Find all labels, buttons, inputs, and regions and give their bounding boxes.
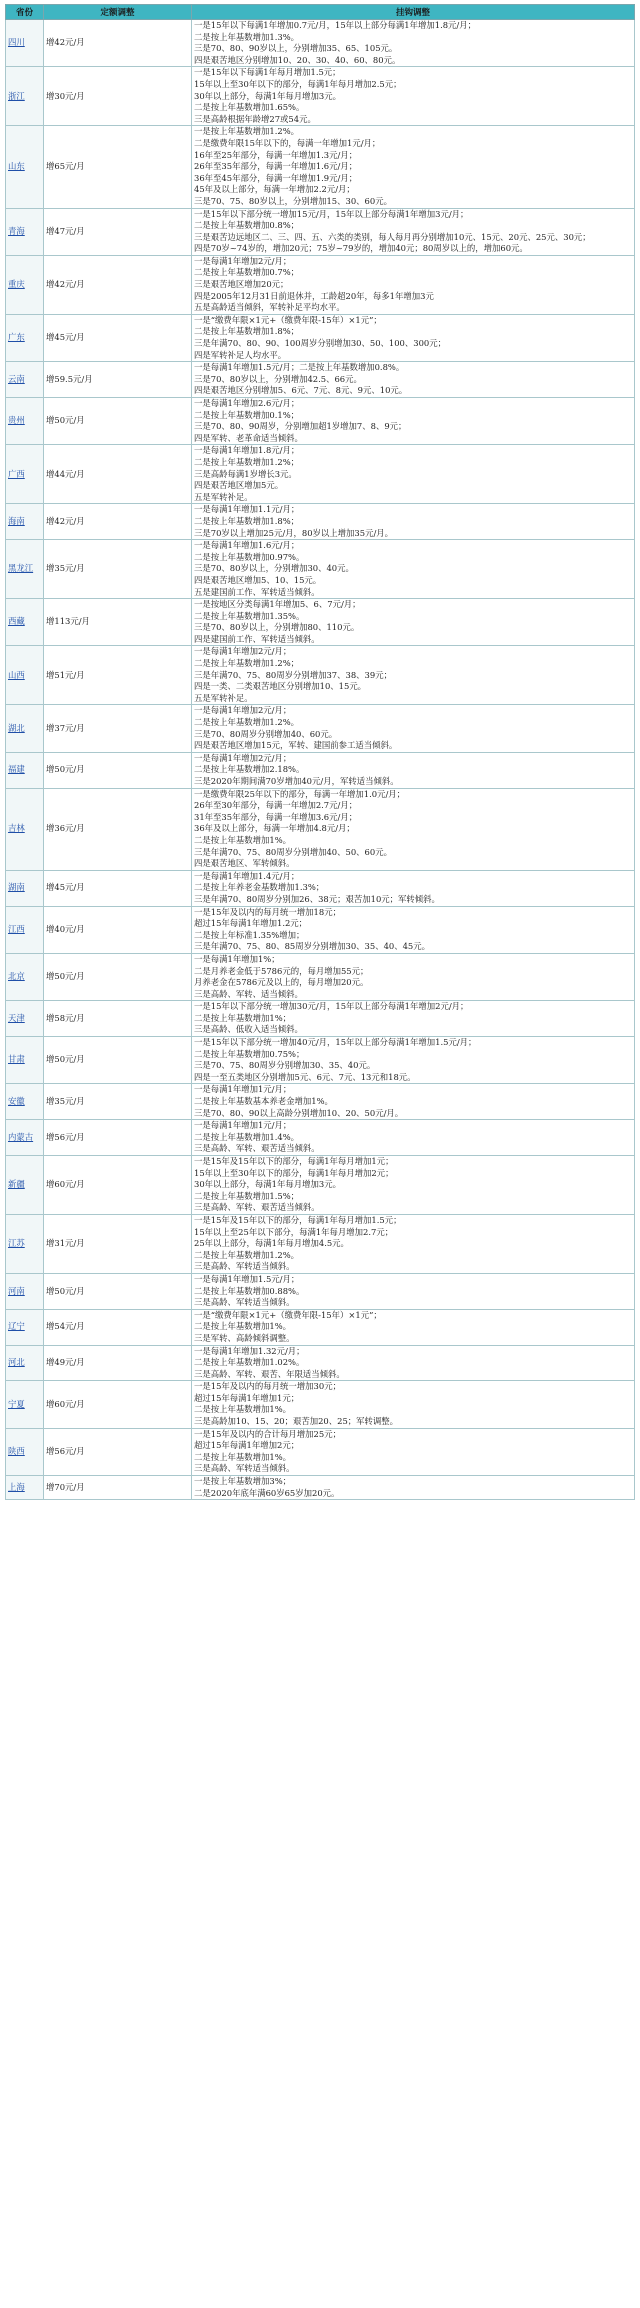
linked-adjustment-cell	[192, 1214, 635, 1273]
adjustment-line: 二是按上年基数增加1.2%；	[194, 456, 300, 467]
quota-adjustment-cell: 增30元/月	[44, 67, 192, 126]
table-row	[6, 1476, 635, 1500]
adjustment-line: 二是按上年基数增加1%。	[194, 1404, 292, 1415]
province-cell	[6, 1381, 44, 1428]
adjustment-line: 二是按上年基数增加0.97%。	[194, 551, 305, 562]
adjustment-line: 一是每满1年增加2元/月；	[194, 646, 292, 657]
adjustment-line: 一是15年及15年以下的部分，每满1年每月增加1元；	[194, 1156, 394, 1166]
adjustment-line: 三是70、80、90岁以上，分别增加35、65、105元。	[194, 43, 398, 54]
province-link[interactable]: 天津	[8, 1012, 25, 1023]
adjustment-line: 三是年满70、75、80、85周岁分别增加30、35、40、45元。	[194, 941, 431, 952]
province-link[interactable]: 江西	[8, 923, 25, 934]
linked-adjustment-cell	[192, 788, 635, 870]
province-cell	[6, 1001, 44, 1037]
adjustment-line: 四是一至五类地区分别增加5元、6元、7元、13元和18元。	[194, 1071, 416, 1082]
province-cell	[6, 255, 44, 314]
adjustment-line: 三是高龄、军转适当倾斜。	[194, 1297, 295, 1308]
adjustment-line: 三是高龄每满1岁增长3元。	[194, 468, 297, 479]
adjustment-line: 三是70岁以上增加25元/月，80岁以上增加35元/月。	[194, 527, 394, 538]
province-link[interactable]: 黑龙江	[8, 563, 34, 574]
quota-adjustment-cell: 增56元/月	[44, 1428, 192, 1475]
adjustment-line: 三是高龄、军转、艰苦适当倾斜。	[194, 1143, 320, 1154]
adjustment-line: 三是70、75、80岁以上，分别增加15、30、60元。	[194, 195, 392, 206]
table-row	[6, 1156, 635, 1215]
adjustment-line: 二是按上年标准1.35%增加；	[194, 929, 305, 940]
adjustment-line: 45年及以上部分，每满一年增加2.2元/月；	[194, 184, 355, 195]
adjustment-line: 三是高龄、军转适当倾斜。	[194, 1463, 295, 1474]
province-link[interactable]: 内蒙古	[8, 1131, 34, 1142]
table-row	[6, 362, 635, 398]
province-link[interactable]: 湖南	[8, 882, 25, 893]
linked-adjustment-cell	[192, 646, 635, 705]
province-link[interactable]: 西藏	[8, 616, 25, 627]
adjustment-line: 二是按上年基数增加2.18%。	[194, 764, 305, 775]
adjustment-line: 四是70岁~74岁的，增加20元；75岁~79岁的，增加40元；80周岁以上的，增加60元。	[194, 243, 528, 254]
province-cell	[6, 1309, 44, 1345]
quota-adjustment-cell: 增113元/月	[44, 599, 192, 646]
linked-adjustment-cell	[192, 953, 635, 1000]
quota-adjustment-cell: 增51元/月	[44, 646, 192, 705]
quota-adjustment-cell: 增47元/月	[44, 208, 192, 255]
province-cell	[6, 1214, 44, 1273]
province-cell	[6, 1345, 44, 1381]
adjustment-line: 三是高龄、军转、艰苦适当倾斜。	[194, 1202, 320, 1213]
adjustment-line: 二是按上年基数增加1.02%。	[194, 1357, 305, 1368]
adjustment-line: 二是按上年基数增加1.8%；	[194, 515, 300, 526]
adjustment-line: 二是按上年基数基本养老金增加1%。	[194, 1096, 333, 1107]
linked-adjustment-cell	[192, 398, 635, 445]
adjustment-line: 二是按上年基数增加0.75%；	[194, 1048, 305, 1059]
adjustment-line: 三是年满70、80、90、100周岁分别增加30、50、100、300元；	[194, 338, 446, 349]
province-cell	[6, 20, 44, 67]
province-link[interactable]: 四川	[8, 37, 25, 48]
adjustment-line: 二是按上年基数增加1.5%；	[194, 1190, 300, 1201]
adjustment-line: 二是2020年底年满60岁65岁加20元。	[194, 1487, 340, 1498]
table-header-row	[6, 5, 635, 20]
province-link[interactable]: 福建	[8, 764, 25, 775]
linked-adjustment-cell	[192, 362, 635, 398]
province-cell	[6, 646, 44, 705]
adjustment-line: 26年至30年部分，每满一年增加2.7元/月；	[194, 800, 358, 811]
adjustment-line: 15年以上至30年以下的部分，每满1年每月增加2.5元；	[194, 78, 402, 89]
adjustment-line: 二是按上年基数增加1%；	[194, 1012, 292, 1023]
adjustment-line: 三是70、80岁以上，分别增加30、40元。	[194, 563, 354, 574]
adjustment-line: 一是每满1年增加1.4元/月；	[194, 870, 300, 881]
adjustment-line: 五是军转补足。	[194, 491, 253, 502]
adjustment-line: 一是15年及以内的合计每月增加25元；	[194, 1428, 341, 1439]
table-row	[6, 67, 635, 126]
table-row	[6, 20, 635, 67]
header-province: 省份	[6, 5, 44, 20]
header-quota-adjustment: 定额调整	[44, 5, 192, 20]
adjustment-line: 三是年满70、75、80周岁分别增加40、50、60元。	[194, 846, 392, 857]
province-link[interactable]: 重庆	[8, 279, 25, 290]
adjustment-line: 一是每满1年增加1.5元/月；	[194, 1273, 300, 1284]
province-link[interactable]: 江苏	[8, 1238, 25, 1249]
adjustment-line: 一是15年及以内的每月统一增加18元；	[194, 906, 341, 917]
header-linked-adjustment: 挂钩调整	[192, 5, 635, 20]
adjustment-line: 一是每满1年增加1.32元/月；	[194, 1345, 305, 1356]
linked-adjustment-cell	[192, 906, 635, 953]
pension-adjustment-table-wrapper	[5, 4, 635, 1500]
province-cell	[6, 1273, 44, 1309]
adjustment-line: 二是按上年基数增加1.3%。	[194, 31, 300, 42]
adjustment-line: 一是每满1年增加1.1元/月；	[194, 504, 300, 515]
adjustment-line: 二是按上年基数增加0.8%；	[194, 220, 300, 231]
province-cell	[6, 67, 44, 126]
adjustment-line: 二是按上年基数增加1.8%；	[194, 326, 300, 337]
table-row	[6, 870, 635, 906]
adjustment-line: 月养老金在5786元及以上的，每月增加20元。	[194, 977, 369, 988]
linked-adjustment-cell	[192, 540, 635, 599]
adjustment-line: 一是每满1年增加1元/月；	[194, 1084, 292, 1095]
table-row	[6, 126, 635, 208]
province-link[interactable]: 湖北	[8, 722, 25, 733]
adjustment-line: 三是高龄、军转适当倾斜。	[194, 1261, 295, 1272]
adjustment-line: 二是按上年基数增加0.7%；	[194, 267, 300, 278]
table-row	[6, 540, 635, 599]
adjustment-line: 一是每满1年增加2.6元/月；	[194, 398, 300, 408]
quota-adjustment-cell: 增37元/月	[44, 705, 192, 752]
province-cell	[6, 1120, 44, 1156]
quota-adjustment-cell: 增60元/月	[44, 1156, 192, 1215]
adjustment-line: 一是15年及15年以下的部分，每满1年每月增加1.5元；	[194, 1214, 402, 1225]
province-link[interactable]: 河北	[8, 1357, 25, 1368]
adjustment-line: 三是高龄加10、15、20；艰苦加20、25；军转调整。	[194, 1416, 399, 1427]
province-cell	[6, 362, 44, 398]
linked-adjustment-cell	[192, 67, 635, 126]
quota-adjustment-cell: 增50元/月	[44, 1037, 192, 1084]
province-cell	[6, 906, 44, 953]
table-row	[6, 788, 635, 870]
adjustment-line: 一是按上年基数增加1.2%。	[194, 126, 300, 137]
adjustment-line: 四是艰苦地区增加15元，军转、建国前参工适当倾斜。	[194, 740, 398, 751]
quota-adjustment-cell: 增45元/月	[44, 870, 192, 906]
adjustment-line: 31年至35年部分，每满一年增加3.6元/月；	[194, 811, 358, 822]
province-cell	[6, 540, 44, 599]
adjustment-line: 一是每满1年增加2元/月；	[194, 705, 292, 716]
adjustment-line: 一是每满1年增加1元/月；	[194, 1120, 292, 1131]
adjustment-line: 三是2020年期间满70岁增加40元/月，军转适当倾斜。	[194, 776, 399, 786]
table-row	[6, 504, 635, 540]
table-row	[6, 1001, 635, 1037]
adjustment-line: 一是15年以下部分统一增加30元/月，15年以上部分每满1年增加2元/月；	[194, 1001, 469, 1012]
adjustment-line: 15年以上至25年以下部分，每满1年每月增加2.7元；	[194, 1226, 394, 1237]
quota-adjustment-cell: 增50元/月	[44, 953, 192, 1000]
adjustment-line: 一是“缴费年限×1元+（缴费年限-15年）×1元”；	[194, 314, 382, 325]
adjustment-line: 36年及以上部分，每满一年增加4.8元/月；	[194, 823, 355, 834]
province-link[interactable]: 宁夏	[8, 1398, 25, 1409]
adjustment-line: 三是高龄、低收入适当倾斜。	[194, 1024, 303, 1035]
adjustment-line: 二是按上年养老金基数增加1.3%；	[194, 882, 325, 893]
linked-adjustment-cell	[192, 1037, 635, 1084]
province-link[interactable]: 青海	[8, 225, 25, 236]
adjustment-line: 一是每满1年增加2元/月；	[194, 255, 292, 266]
province-cell	[6, 953, 44, 1000]
province-link[interactable]: 广东	[8, 332, 25, 343]
adjustment-line: 二是按上年基数增加1.65%。	[194, 102, 305, 113]
province-cell	[6, 1428, 44, 1475]
linked-adjustment-cell	[192, 1273, 635, 1309]
adjustment-line: 二是按上年基数增加1.2%。	[194, 717, 300, 728]
adjustment-line: 五是高龄适当倾斜，军转补足平均水平。	[194, 302, 345, 313]
table-row	[6, 1428, 635, 1475]
adjustment-line: 三是高龄根据年龄增27或54元。	[194, 113, 316, 124]
adjustment-line: 25年以上部分，每满1年每月增加4.5元。	[194, 1238, 349, 1249]
province-cell	[6, 126, 44, 208]
table-row	[6, 646, 635, 705]
province-cell	[6, 599, 44, 646]
adjustment-line: 三是高龄、军转、适当倾斜。	[194, 988, 303, 999]
adjustment-line: 二是按上年基数增加1.4%。	[194, 1131, 300, 1142]
adjustment-line: 三是70、80岁以上，分别增加80、110元。	[194, 622, 360, 633]
table-row	[6, 599, 635, 646]
linked-adjustment-cell	[192, 1476, 635, 1500]
linked-adjustment-cell	[192, 599, 635, 646]
province-cell	[6, 1037, 44, 1084]
linked-adjustment-cell	[192, 126, 635, 208]
adjustment-line: 一是按地区分类每满1年增加5、6、7元/月；	[194, 599, 361, 610]
quota-adjustment-cell: 增50元/月	[44, 752, 192, 788]
province-cell	[6, 1084, 44, 1120]
province-cell	[6, 504, 44, 540]
adjustment-line: 四是一类、二类艰苦地区分别增加10、15元。	[194, 681, 367, 692]
linked-adjustment-cell	[192, 1001, 635, 1037]
adjustment-line: 一是15年以下每满1年每月增加1.5元；	[194, 67, 341, 78]
linked-adjustment-cell	[192, 1428, 635, 1475]
adjustment-line: 二是按上年基数增加0.88%。	[194, 1285, 305, 1296]
quota-adjustment-cell: 增70元/月	[44, 1476, 192, 1500]
adjustment-line: 16年至25年部分，每满一年增加1.3元/月；	[194, 149, 358, 160]
quota-adjustment-cell: 增45元/月	[44, 314, 192, 361]
province-link[interactable]: 新疆	[8, 1179, 25, 1190]
linked-adjustment-cell	[192, 870, 635, 906]
adjustment-line: 二是按上年基数增加1%。	[194, 1321, 292, 1332]
adjustment-line: 三是高龄、军转、艰苦、年限适当倾斜。	[194, 1368, 345, 1379]
table-row	[6, 1120, 635, 1156]
table-row	[6, 906, 635, 953]
linked-adjustment-cell	[192, 752, 635, 788]
linked-adjustment-cell	[192, 20, 635, 67]
adjustment-line: 一是每满1年增加1.8元/月；	[194, 445, 300, 456]
quota-adjustment-cell: 增60元/月	[44, 1381, 192, 1428]
adjustment-line: 15年以上至30年以下的部分，每满1年每月增加2元；	[194, 1167, 394, 1178]
province-link[interactable]: 河南	[8, 1285, 25, 1296]
province-link[interactable]: 浙江	[8, 90, 25, 101]
adjustment-line: 超过15年每满1年增加1元；	[194, 1392, 300, 1403]
quota-adjustment-cell: 增35元/月	[44, 1084, 192, 1120]
province-link[interactable]: 陕西	[8, 1446, 25, 1457]
adjustment-line: 三是70、80周岁分别增加40、60元。	[194, 728, 338, 739]
province-cell	[6, 208, 44, 255]
adjustment-line: 一是15年以下每满1年增加0.7元/月，15年以上部分每满1年增加1.8元/月；	[194, 20, 476, 30]
adjustment-line: 二是按上年基数增加1%。	[194, 1451, 292, 1462]
linked-adjustment-cell	[192, 705, 635, 752]
adjustment-line: 超过15年每满1年增加1.2元；	[194, 918, 308, 929]
quota-adjustment-cell: 增50元/月	[44, 1273, 192, 1309]
linked-adjustment-cell	[192, 314, 635, 361]
province-link[interactable]: 山东	[8, 161, 25, 172]
province-cell	[6, 870, 44, 906]
adjustment-line: 二是按上年基数增加0.1%；	[194, 409, 300, 420]
adjustment-line: 30年以上部分，每满1年每月增加3元。	[194, 1179, 341, 1190]
linked-adjustment-cell	[192, 1381, 635, 1428]
adjustment-line: 三是年满70、75、80周岁分别增加37、38、39元；	[194, 669, 392, 680]
adjustment-line: 一是缴费年限25年以下的部分，每满一年增加1.0元/月；	[194, 788, 406, 799]
table-row	[6, 752, 635, 788]
province-link[interactable]: 甘肃	[8, 1054, 25, 1065]
province-link[interactable]: 云南	[8, 373, 25, 384]
linked-adjustment-cell	[192, 1309, 635, 1345]
adjustment-line: 一是15年以下部分统一增加15元/月，15年以上部分每满1年增加3元/月；	[194, 208, 469, 219]
linked-adjustment-cell	[192, 445, 635, 504]
adjustment-line: 三是70、75、80周岁分别增加30、35、40元。	[194, 1060, 376, 1071]
table-row	[6, 398, 635, 445]
adjustment-line: 26年至35年部分，每满一年增加1.6元/月；	[194, 161, 358, 172]
adjustment-line: 三是艰苦边远地区二、三、四、五、六类的类别，每人每月再分别增加10元、15元、20元、25元、30元；	[194, 231, 591, 242]
province-link[interactable]: 辽宁	[8, 1321, 25, 1332]
quota-adjustment-cell: 增65元/月	[44, 126, 192, 208]
adjustment-line: 五是建国前工作、军转适当倾斜。	[194, 586, 320, 597]
adjustment-line: 四是艰苦地区分别增加5、6元、7元、8元、9元、10元。	[194, 385, 408, 396]
province-link[interactable]: 北京	[8, 971, 25, 982]
quota-adjustment-cell: 增49元/月	[44, 1345, 192, 1381]
adjustment-line: 一是15年及以内的每月统一增加30元；	[194, 1381, 341, 1392]
quota-adjustment-cell: 增59.5元/月	[44, 362, 192, 398]
table-row	[6, 1309, 635, 1345]
table-row	[6, 705, 635, 752]
province-cell	[6, 1156, 44, 1215]
quota-adjustment-cell: 增42元/月	[44, 20, 192, 67]
adjustment-line: 三是70、80、90以上高龄分别增加10、20、50元/月。	[194, 1107, 404, 1118]
quota-adjustment-cell: 增36元/月	[44, 788, 192, 870]
table-row	[6, 255, 635, 314]
adjustment-line: 二是按上年基数增加1%。	[194, 834, 292, 845]
province-link[interactable]: 上海	[8, 1481, 25, 1492]
linked-adjustment-cell	[192, 504, 635, 540]
adjustment-line: 二是按上年基数增加1.2%。	[194, 1249, 300, 1260]
adjustment-line: 超过15年每满1年增加2元；	[194, 1440, 300, 1451]
adjustment-line: 三是70、80岁以上，分别增加42.5、66元。	[194, 373, 362, 384]
adjustment-line: 四是艰苦地区增加5、10、15元。	[194, 574, 322, 585]
adjustment-line: 二是月养老金低于5786元的，每月增加55元；	[194, 965, 369, 976]
province-cell	[6, 445, 44, 504]
adjustment-line: 一是15年以下部分统一增加40元/月，15年以上部分每满1年增加1.5元/月；	[194, 1037, 477, 1048]
adjustment-line: 三是70、80、90周岁，分别增加超1岁增加7、8、9元；	[194, 421, 407, 432]
province-cell	[6, 398, 44, 445]
adjustment-line: 一是按上年基数增加3%；	[194, 1476, 292, 1487]
linked-adjustment-cell	[192, 1084, 635, 1120]
province-link[interactable]: 山西	[8, 669, 25, 680]
adjustment-line: 30年以上部分，每满1年每月增加3元。	[194, 90, 341, 101]
province-link[interactable]: 贵州	[8, 415, 25, 426]
adjustment-line: 四是艰苦地区分别增加10、20、30、40、60、80元。	[194, 54, 401, 65]
quota-adjustment-cell: 增58元/月	[44, 1001, 192, 1037]
province-link[interactable]: 吉林	[8, 823, 25, 834]
table-row	[6, 1345, 635, 1381]
adjustment-line: 四是2005年12月31日前退休并，工龄超20年，每多1年增加3元	[194, 290, 434, 301]
adjustment-line: 二是缴费年限15年以下的，每满一年增加1元/月；	[194, 137, 381, 148]
quota-adjustment-cell: 增42元/月	[44, 255, 192, 314]
adjustment-line: 四是艰苦地区、军转倾斜。	[194, 858, 295, 869]
adjustment-line: 36年至45年部分，每满一年增加1.9元/月；	[194, 172, 358, 183]
adjustment-line: 一是每满1年增加2元/月；	[194, 752, 292, 763]
adjustment-line: 五是军转补足。	[194, 692, 253, 703]
province-cell	[6, 1476, 44, 1500]
adjustment-line: 三是艰苦地区增加20元；	[194, 279, 289, 290]
table-row	[6, 208, 635, 255]
table-row	[6, 1273, 635, 1309]
province-link[interactable]: 广西	[8, 468, 25, 479]
adjustment-line: 四是军转补足人均水平。	[194, 349, 287, 360]
quota-adjustment-cell: 增54元/月	[44, 1309, 192, 1345]
adjustment-line: 三是军转、高龄倾斜调整。	[194, 1332, 295, 1343]
quota-adjustment-cell: 增35元/月	[44, 540, 192, 599]
linked-adjustment-cell	[192, 1156, 635, 1215]
table-row	[6, 1084, 635, 1120]
linked-adjustment-cell	[192, 1345, 635, 1381]
province-link[interactable]: 安徽	[8, 1096, 25, 1107]
adjustment-line: 二是按上年基数增加1.35%。	[194, 610, 305, 621]
quota-adjustment-cell: 增50元/月	[44, 398, 192, 445]
table-row	[6, 1381, 635, 1428]
adjustment-line: 四是艰苦地区增加5元。	[194, 480, 284, 491]
table-body	[6, 20, 635, 1500]
table-row	[6, 1214, 635, 1273]
province-link[interactable]: 海南	[8, 515, 25, 526]
quota-adjustment-cell: 增56元/月	[44, 1120, 192, 1156]
quota-adjustment-cell: 增42元/月	[44, 504, 192, 540]
table-row	[6, 953, 635, 1000]
table-row	[6, 314, 635, 361]
adjustment-line: 四是建国前工作、军转适当倾斜。	[194, 633, 320, 644]
adjustment-line: 一是每满1年增加1.5元/月；二是按上年基数增加0.8%。	[194, 362, 405, 373]
province-cell	[6, 314, 44, 361]
province-cell	[6, 752, 44, 788]
table-row	[6, 445, 635, 504]
linked-adjustment-cell	[192, 208, 635, 255]
quota-adjustment-cell: 增31元/月	[44, 1214, 192, 1273]
adjustment-line: 一是每满1年增加1%；	[194, 953, 280, 964]
adjustment-line: 三是年满70、80周岁分别加26、38元；艰苦加10元；军转倾斜。	[194, 893, 440, 904]
adjustment-line: 一是每满1年增加1.6元/月；	[194, 540, 300, 551]
quota-adjustment-cell: 增44元/月	[44, 445, 192, 504]
linked-adjustment-cell	[192, 255, 635, 314]
linked-adjustment-cell	[192, 1120, 635, 1156]
pension-adjustment-table	[5, 4, 635, 1500]
quota-adjustment-cell: 增40元/月	[44, 906, 192, 953]
table-row	[6, 1037, 635, 1084]
adjustment-line: 二是按上年基数增加1.2%；	[194, 658, 300, 669]
adjustment-line: 四是军转、老革命适当倾斜。	[194, 432, 303, 443]
province-cell	[6, 788, 44, 870]
province-cell	[6, 705, 44, 752]
adjustment-line: 一是“缴费年限×1元+（缴费年限-15年）×1元”；	[194, 1309, 382, 1320]
